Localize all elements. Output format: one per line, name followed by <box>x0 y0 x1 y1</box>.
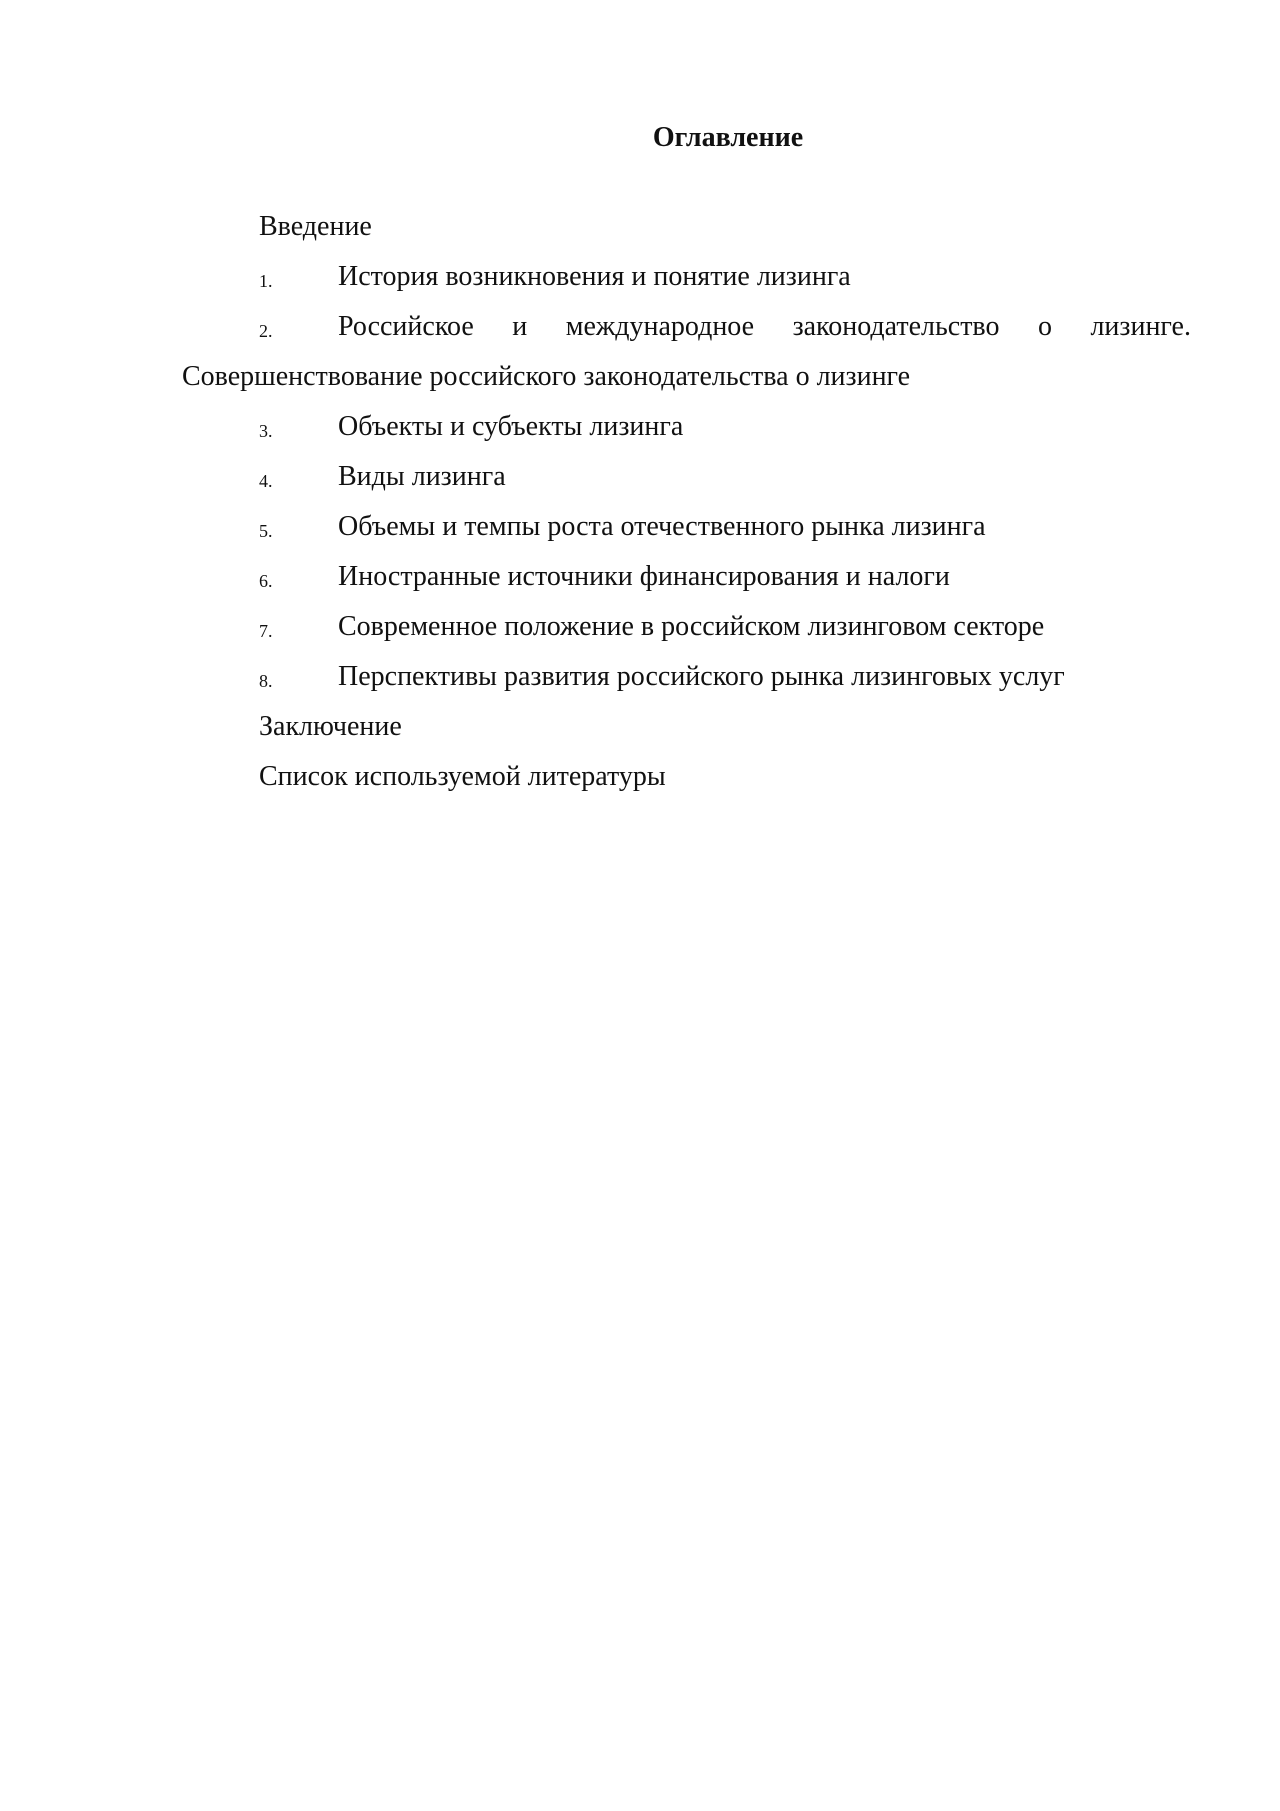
toc-entry-3 <box>182 402 1191 452</box>
toc-entry-number: 5. <box>259 521 273 541</box>
toc-entry-number: 6. <box>259 571 273 591</box>
toc-word: и <box>512 311 528 342</box>
toc-word: лизинге. <box>1090 311 1191 342</box>
toc-entry-8 <box>182 652 1191 702</box>
toc-entry-text: Объемы и темпы роста отечественного рынка лизинга <box>338 511 986 542</box>
toc-title: Оглавление <box>652 122 804 153</box>
toc-word: законодательство <box>792 311 1000 342</box>
toc-entry-references <box>182 752 1191 802</box>
toc-entry-text: Виды лизинга <box>338 461 506 492</box>
toc-entry-text: Иностранные источники финансирования и налоги <box>338 561 950 592</box>
toc-entry-text-line1 <box>338 302 1191 352</box>
toc-entry-conclusion <box>182 702 1191 752</box>
toc-entry-1 <box>182 252 1191 302</box>
toc-entry-text: Современное положение в российском лизинговом секторе <box>338 611 1045 642</box>
toc-entry-text: Введение <box>259 211 372 242</box>
table-of-contents <box>182 202 1191 802</box>
toc-entry-text-line2: Совершенствование российского законодательства о лизинге <box>182 361 911 392</box>
toc-entry-text: История возникновения и понятие лизинга <box>338 261 851 292</box>
toc-word: Российское <box>338 311 474 342</box>
toc-entry-4 <box>182 452 1191 502</box>
toc-entry-text: Перспективы развития российского рынка лизинговых услуг <box>338 661 1065 692</box>
toc-entry-introduction <box>182 202 1191 252</box>
toc-entry-number: 1. <box>259 271 273 291</box>
toc-entry-6 <box>182 552 1191 602</box>
toc-entry-number: 7. <box>259 621 273 641</box>
toc-word: международное <box>565 311 755 342</box>
toc-entry-5 <box>182 502 1191 552</box>
toc-entry-text: Заключение <box>259 711 402 742</box>
toc-entry-number: 3. <box>259 421 273 441</box>
toc-entry-number: 4. <box>259 471 273 491</box>
toc-entry-number: 2. <box>259 321 273 341</box>
toc-word: о <box>1037 311 1052 342</box>
toc-entry-text: Объекты и субъекты лизинга <box>338 411 684 442</box>
toc-entry-2 <box>182 302 1191 402</box>
toc-entry-text: Список используемой литературы <box>259 761 666 792</box>
toc-entry-number: 8. <box>259 671 273 691</box>
toc-entry-7 <box>182 602 1191 652</box>
